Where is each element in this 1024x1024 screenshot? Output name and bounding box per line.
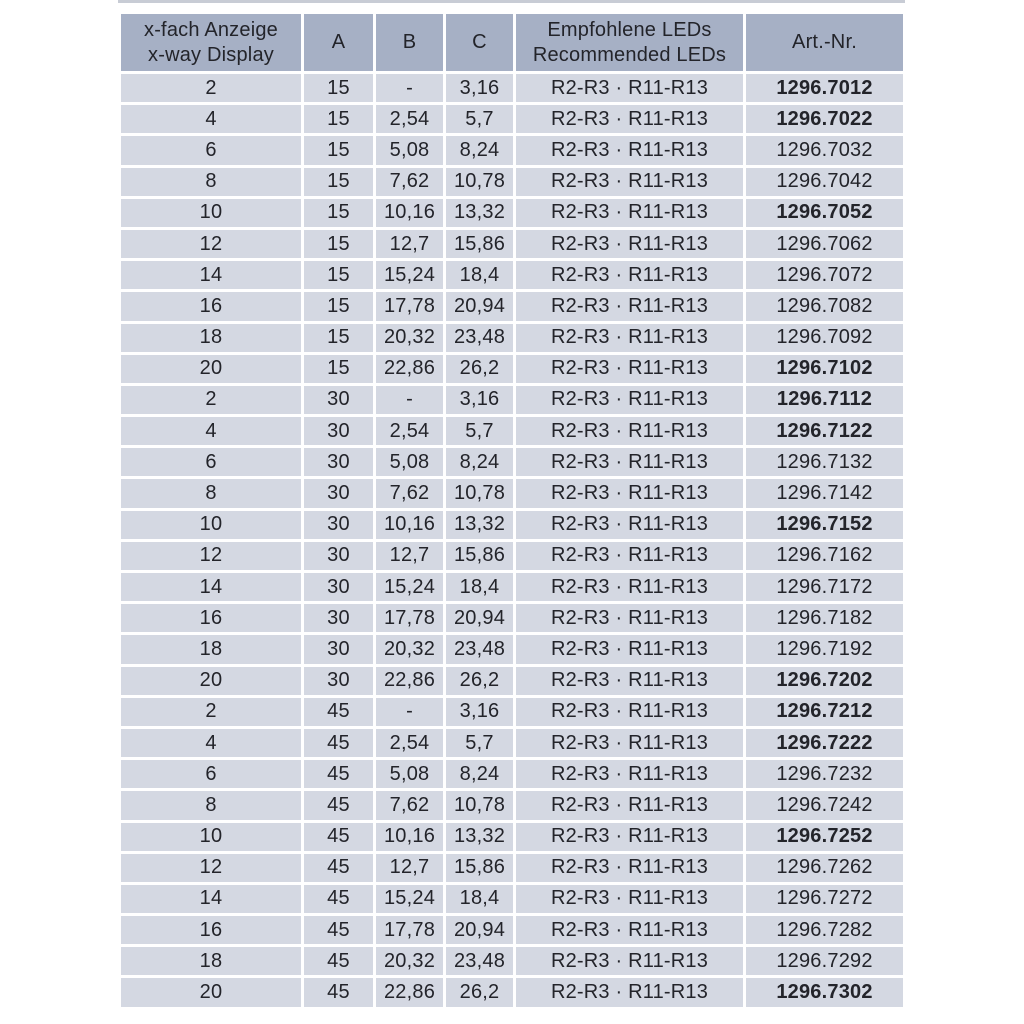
cell-artnr: 1296.7142 [746,479,903,507]
cell-display: 12 [121,542,301,570]
cell-a: 45 [304,823,373,851]
cell-c: 10,78 [446,479,513,507]
cell-c: 20,94 [446,292,513,320]
cell-b: 2,54 [376,417,443,445]
table-row [121,136,903,164]
cell-b: 7,62 [376,168,443,196]
cell-display: 18 [121,947,301,975]
header-a: A [304,14,373,71]
cell-b: - [376,386,443,414]
header-display [121,14,301,71]
cell-artnr: 1296.7272 [746,885,903,913]
cell-display: 14 [121,261,301,289]
table-row [121,230,903,258]
cell-leds: R2-R3 · R11-R13 [516,355,743,383]
cell-b: 17,78 [376,292,443,320]
cell-b: 20,32 [376,635,443,663]
cell-a: 15 [304,355,373,383]
header-row [121,14,903,71]
cell-artnr: 1296.7262 [746,854,903,882]
table-header [121,14,903,71]
table-row [121,885,903,913]
cell-leds: R2-R3 · R11-R13 [516,823,743,851]
cell-leds: R2-R3 · R11-R13 [516,479,743,507]
cell-c: 15,86 [446,542,513,570]
cell-leds: R2-R3 · R11-R13 [516,324,743,352]
cell-display: 2 [121,386,301,414]
cell-leds: R2-R3 · R11-R13 [516,136,743,164]
cell-a: 15 [304,105,373,133]
cell-display: 4 [121,417,301,445]
cell-artnr: 1296.7132 [746,448,903,476]
cell-artnr: 1296.7032 [746,136,903,164]
cell-display: 18 [121,324,301,352]
cell-leds: R2-R3 · R11-R13 [516,635,743,663]
cell-artnr: 1296.7212 [746,698,903,726]
cell-c: 3,16 [446,74,513,102]
cell-leds: R2-R3 · R11-R13 [516,199,743,227]
cell-b: 2,54 [376,729,443,757]
cell-artnr: 1296.7092 [746,324,903,352]
cell-c: 23,48 [446,947,513,975]
table-body [121,74,903,1007]
cell-artnr: 1296.7172 [746,573,903,601]
cell-display: 6 [121,136,301,164]
cell-leds: R2-R3 · R11-R13 [516,604,743,632]
cell-c: 23,48 [446,635,513,663]
table-row [121,479,903,507]
cell-c: 8,24 [446,760,513,788]
cell-artnr: 1296.7042 [746,168,903,196]
cell-a: 30 [304,604,373,632]
cell-c: 26,2 [446,667,513,695]
cell-a: 15 [304,199,373,227]
table-row [121,854,903,882]
cell-display: 20 [121,978,301,1006]
cell-artnr: 1296.7242 [746,791,903,819]
cell-b: 17,78 [376,604,443,632]
table-row [121,74,903,102]
cell-display: 10 [121,511,301,539]
cell-b: 10,16 [376,511,443,539]
cell-c: 18,4 [446,885,513,913]
cell-c: 20,94 [446,916,513,944]
cell-leds: R2-R3 · R11-R13 [516,885,743,913]
table-row [121,324,903,352]
cell-leds: R2-R3 · R11-R13 [516,854,743,882]
table-row [121,542,903,570]
cell-b: 7,62 [376,479,443,507]
cell-b: 15,24 [376,261,443,289]
cell-display: 4 [121,729,301,757]
cell-artnr: 1296.7302 [746,978,903,1006]
cell-c: 26,2 [446,355,513,383]
cell-a: 15 [304,292,373,320]
cell-c: 3,16 [446,698,513,726]
cell-display: 8 [121,479,301,507]
cell-a: 15 [304,168,373,196]
cell-leds: R2-R3 · R11-R13 [516,386,743,414]
cell-display: 10 [121,199,301,227]
cell-a: 45 [304,916,373,944]
header-display-line2: x-way Display [148,43,274,66]
cell-a: 15 [304,230,373,258]
cell-a: 30 [304,448,373,476]
cell-c: 20,94 [446,604,513,632]
cell-leds: R2-R3 · R11-R13 [516,261,743,289]
cell-display: 14 [121,573,301,601]
cell-display: 20 [121,667,301,695]
cell-b: 10,16 [376,823,443,851]
cell-c: 15,86 [446,230,513,258]
cell-leds: R2-R3 · R11-R13 [516,74,743,102]
cell-artnr: 1296.7082 [746,292,903,320]
cell-c: 8,24 [446,448,513,476]
table-row [121,105,903,133]
table-row [121,448,903,476]
cell-a: 45 [304,698,373,726]
table-row [121,635,903,663]
cell-leds: R2-R3 · R11-R13 [516,292,743,320]
header-leds-line1: Empfohlene LEDs [547,19,712,42]
cell-display: 4 [121,105,301,133]
cell-b: 20,32 [376,947,443,975]
cell-leds: R2-R3 · R11-R13 [516,230,743,258]
cell-display: 16 [121,292,301,320]
table-row [121,698,903,726]
header-c: C [446,14,513,71]
cell-c: 10,78 [446,791,513,819]
cell-leds: R2-R3 · R11-R13 [516,542,743,570]
table-row [121,292,903,320]
cell-leds: R2-R3 · R11-R13 [516,511,743,539]
cell-display: 14 [121,885,301,913]
cell-display: 20 [121,355,301,383]
cell-artnr: 1296.7282 [746,916,903,944]
cell-display: 12 [121,854,301,882]
cell-artnr: 1296.7162 [746,542,903,570]
table-row [121,791,903,819]
cell-leds: R2-R3 · R11-R13 [516,448,743,476]
cell-c: 18,4 [446,261,513,289]
cell-c: 5,7 [446,729,513,757]
table-row [121,355,903,383]
cell-b: 5,08 [376,136,443,164]
cell-leds: R2-R3 · R11-R13 [516,698,743,726]
cell-a: 30 [304,479,373,507]
cell-c: 13,32 [446,199,513,227]
cell-artnr: 1296.7202 [746,667,903,695]
header-display-line1: x-fach Anzeige [144,19,278,42]
cell-display: 8 [121,791,301,819]
cell-leds: R2-R3 · R11-R13 [516,791,743,819]
cell-a: 30 [304,386,373,414]
cell-display: 8 [121,168,301,196]
cell-b: 5,08 [376,760,443,788]
cell-c: 15,86 [446,854,513,882]
cell-a: 45 [304,760,373,788]
cell-leds: R2-R3 · R11-R13 [516,729,743,757]
cell-b: - [376,698,443,726]
cell-a: 30 [304,573,373,601]
cell-b: 22,86 [376,667,443,695]
cell-artnr: 1296.7122 [746,417,903,445]
cell-a: 45 [304,978,373,1006]
cell-b: 2,54 [376,105,443,133]
cell-artnr: 1296.7052 [746,199,903,227]
cell-artnr: 1296.7232 [746,760,903,788]
cell-c: 10,78 [446,168,513,196]
cell-artnr: 1296.7062 [746,230,903,258]
cell-leds: R2-R3 · R11-R13 [516,168,743,196]
cell-leds: R2-R3 · R11-R13 [516,105,743,133]
page-top-divider [118,0,905,3]
cell-a: 30 [304,635,373,663]
cell-c: 18,4 [446,573,513,601]
cell-b: - [376,74,443,102]
cell-b: 22,86 [376,355,443,383]
cell-a: 15 [304,74,373,102]
table-row [121,417,903,445]
cell-leds: R2-R3 · R11-R13 [516,573,743,601]
cell-b: 15,24 [376,885,443,913]
cell-display: 16 [121,916,301,944]
header-leds-line2: Recommended LEDs [532,43,727,66]
cell-c: 5,7 [446,105,513,133]
cell-artnr: 1296.7022 [746,105,903,133]
cell-leds: R2-R3 · R11-R13 [516,667,743,695]
table-row [121,386,903,414]
cell-a: 45 [304,729,373,757]
cell-display: 12 [121,230,301,258]
cell-artnr: 1296.7192 [746,635,903,663]
cell-display: 2 [121,74,301,102]
table-row [121,604,903,632]
cell-c: 3,16 [446,386,513,414]
cell-display: 6 [121,760,301,788]
cell-a: 45 [304,854,373,882]
cell-artnr: 1296.7012 [746,74,903,102]
cell-artnr: 1296.7072 [746,261,903,289]
header-leds [516,14,743,71]
cell-c: 13,32 [446,511,513,539]
cell-display: 16 [121,604,301,632]
cell-display: 2 [121,698,301,726]
cell-artnr: 1296.7182 [746,604,903,632]
cell-a: 30 [304,667,373,695]
cell-leds: R2-R3 · R11-R13 [516,978,743,1006]
table-row [121,823,903,851]
table-row [121,978,903,1006]
table-row [121,947,903,975]
cell-artnr: 1296.7152 [746,511,903,539]
table-row [121,168,903,196]
header-artnr: Art.-Nr. [746,14,903,71]
cell-artnr: 1296.7252 [746,823,903,851]
cell-c: 8,24 [446,136,513,164]
cell-b: 12,7 [376,854,443,882]
cell-display: 18 [121,635,301,663]
cell-artnr: 1296.7292 [746,947,903,975]
product-table-wrap [118,11,906,1010]
cell-b: 7,62 [376,791,443,819]
cell-a: 15 [304,261,373,289]
cell-artnr: 1296.7112 [746,386,903,414]
table-row [121,760,903,788]
cell-a: 15 [304,136,373,164]
cell-b: 15,24 [376,573,443,601]
table-row [121,199,903,227]
table-row [121,729,903,757]
header-b: B [376,14,443,71]
cell-a: 30 [304,417,373,445]
table-row [121,261,903,289]
cell-b: 17,78 [376,916,443,944]
table-row [121,511,903,539]
cell-c: 23,48 [446,324,513,352]
cell-b: 20,32 [376,324,443,352]
cell-b: 22,86 [376,978,443,1006]
table-row [121,916,903,944]
cell-b: 12,7 [376,542,443,570]
table-row [121,667,903,695]
cell-artnr: 1296.7102 [746,355,903,383]
cell-a: 15 [304,324,373,352]
cell-leds: R2-R3 · R11-R13 [516,417,743,445]
cell-leds: R2-R3 · R11-R13 [516,760,743,788]
cell-c: 13,32 [446,823,513,851]
cell-a: 45 [304,791,373,819]
cell-display: 6 [121,448,301,476]
cell-a: 30 [304,542,373,570]
cell-a: 45 [304,885,373,913]
cell-b: 5,08 [376,448,443,476]
cell-a: 30 [304,511,373,539]
cell-leds: R2-R3 · R11-R13 [516,947,743,975]
cell-display: 10 [121,823,301,851]
cell-a: 45 [304,947,373,975]
cell-c: 26,2 [446,978,513,1006]
product-table [118,11,906,1010]
cell-leds: R2-R3 · R11-R13 [516,916,743,944]
cell-artnr: 1296.7222 [746,729,903,757]
cell-b: 12,7 [376,230,443,258]
cell-b: 10,16 [376,199,443,227]
table-row [121,573,903,601]
cell-c: 5,7 [446,417,513,445]
